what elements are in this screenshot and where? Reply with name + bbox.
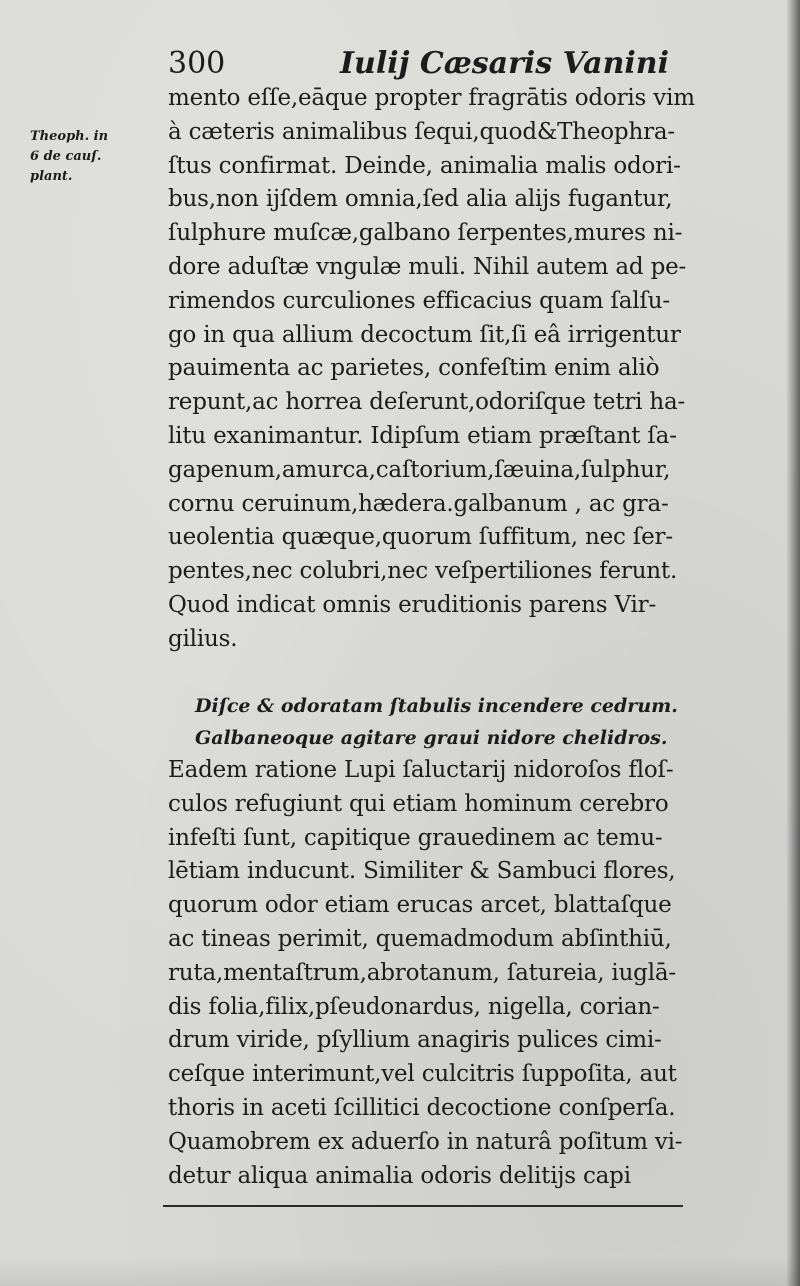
marginal-note (30, 127, 160, 187)
text-line: culos refugiunt qui etiam hominum cerebro (168, 790, 669, 817)
text-line: mento eſſe,eāque propter fragrātis odoris vim (168, 85, 695, 111)
text-line: thoris in aceti ſcillitici decoctione conſperſa. (168, 1094, 676, 1121)
text-line: cornu ceruinum,hædera.galbanum , ac gra- (168, 490, 669, 517)
verse-line: Diſce & odoratam ſtabulis incendere cedrum. (195, 695, 678, 717)
verse-quotation (195, 690, 755, 754)
verse-line: Galbaneoque agitare graui nidore chelidros. (195, 727, 668, 749)
body-text-block-1 (168, 82, 768, 657)
text-line: Quamobrem ex aduerſo in naturâ poſitum vi- (168, 1128, 683, 1155)
text-line: ueolentia quæque,quorum ſuffitum, nec ſer- (168, 524, 673, 551)
text-line: ruta,mentaſtrum,abrotanum, ſatureia, iuglā- (168, 959, 676, 986)
text-line: drum viride, pſyllium anagiris pulices cimi- (168, 1027, 662, 1054)
text-line: pauimenta ac parietes, confeſtim enim aliò (168, 355, 660, 382)
text-line: gapenum,amurca,caſtorium,ſæuina,ſulphur, (168, 456, 671, 483)
text-line: dore aduſtæ vngulæ muli. Nihil autem ad pe- (168, 253, 687, 280)
text-line: litu exanimantur. Idipſum etiam præſtant ſa- (168, 422, 677, 449)
page-header (168, 44, 758, 84)
text-line: bus,non ijſdem omnia,ſed alia alijs fugantur, (168, 186, 673, 213)
marginal-note-line: Theoph. in (30, 129, 109, 144)
text-line: gilius. (168, 625, 238, 652)
text-line: quorum odor etiam erucas arcet, blattaſque (168, 892, 672, 919)
text-line: rimendos curculiones efficacius quam ſalſu- (168, 287, 670, 314)
body-text-block-2 (168, 754, 768, 1193)
text-line: go in qua allium decoctum ſit,ſi eâ irrigentur (168, 321, 681, 348)
text-line: à cæteris animalibus ſequi,quod&Theophra- (168, 118, 675, 145)
text-line: lētiam inducunt. Similiter & Sambuci flores, (168, 858, 676, 885)
text-line: pentes,nec colubri,nec veſpertiliones ferunt. (168, 558, 678, 585)
text-line: ſulphure muſcæ,galbano ſerpentes,mures ni- (168, 220, 683, 247)
text-line: Quod indicat omnis eruditionis parens Vir- (168, 591, 657, 618)
text-line: ceſque interimunt,vel culcitris ſuppoſita, aut (168, 1061, 677, 1088)
marginal-note-line: plant. (30, 169, 73, 184)
text-line: Eadem ratione Lupi ſaluctarij nidoroſos floſ- (168, 757, 674, 783)
marginal-note-line: 6 de cauſ. (30, 149, 102, 164)
text-line: ſtus confirmat. Deinde, animalia malis odori- (168, 152, 681, 179)
text-line: repunt,ac horrea deſerunt,odoriſque tetri ha- (168, 389, 686, 416)
text-line: ac tineas perimit, quemadmodum abſinthiū, (168, 925, 672, 952)
running-head: Iulij Cæsaris Vanini (340, 46, 670, 81)
page-number: 300 (168, 46, 226, 81)
text-line: infeſti ſunt, capitique grauedinem ac temu- (168, 824, 663, 851)
bottom-rule (163, 1205, 683, 1207)
text-line: dis folia,filix,pſeudonardus, nigella, corian- (168, 993, 660, 1020)
text-line: detur aliqua animalia odoris delitijs capi (168, 1162, 631, 1189)
